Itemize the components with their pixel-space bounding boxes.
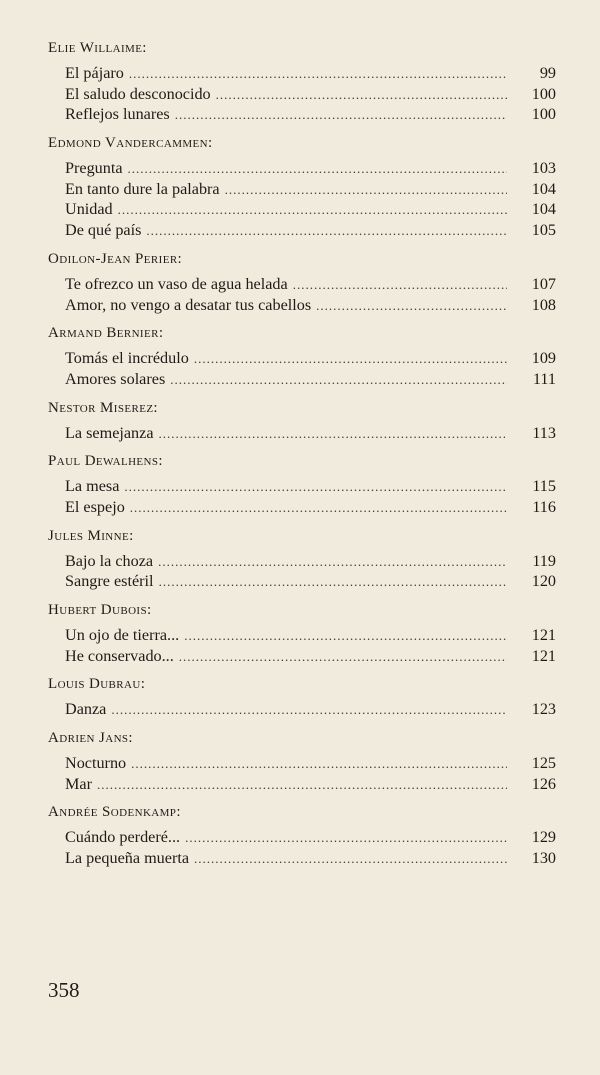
author-heading: Andrée Sodenkamp: (48, 804, 181, 821)
toc-entry (48, 551, 556, 572)
author-heading: Odilon-Jean Perier: (48, 250, 183, 267)
toc-section (48, 38, 556, 125)
page-reference: 104 (531, 200, 556, 219)
page-reference: 123 (531, 700, 556, 719)
poem-title: El saludo desconocido (65, 84, 211, 103)
page-reference: 99 (539, 64, 556, 82)
page-number: 358 (48, 978, 80, 1002)
dot-leader (216, 85, 507, 106)
toc-entry (48, 827, 556, 848)
poem-title: Unidad (65, 200, 113, 219)
toc-entry (48, 295, 556, 316)
toc-entry (48, 274, 556, 295)
page-reference: 129 (531, 828, 556, 847)
toc-entry (48, 699, 556, 720)
dot-leader (184, 626, 507, 647)
poem-title: Amores solares (65, 369, 166, 388)
page-reference: 109 (531, 349, 556, 368)
toc-section (48, 398, 556, 444)
author-heading: Edmond Vandercammen: (48, 135, 213, 152)
page-reference: 113 (532, 423, 556, 442)
toc-entry (48, 179, 556, 200)
poem-title: La semejanza (65, 423, 154, 442)
table-of-contents (48, 38, 556, 877)
page-reference: 103 (531, 159, 556, 178)
toc-section (48, 323, 556, 389)
toc-entry (48, 423, 556, 444)
toc-entry (48, 497, 556, 518)
page-reference: 126 (531, 774, 556, 793)
page-reference: 100 (531, 84, 556, 103)
toc-section (48, 802, 556, 868)
poem-title: Bajo la choza (65, 551, 154, 570)
dot-leader (225, 180, 507, 201)
poem-title: La mesa (65, 477, 120, 496)
dot-leader (124, 477, 507, 498)
dot-leader (194, 849, 507, 870)
page-reference: 105 (531, 221, 556, 240)
toc-section (48, 674, 556, 720)
toc-entry (48, 848, 556, 869)
toc-entry (48, 63, 556, 84)
dot-leader (131, 754, 507, 775)
poem-title: Pregunta (65, 159, 123, 178)
toc-entry (48, 104, 556, 125)
poem-title: He conservado... (65, 646, 174, 665)
toc-section (48, 728, 556, 794)
page-reference: 107 (531, 274, 556, 293)
poem-title: Cuándo perderé... (65, 828, 181, 847)
dot-leader (179, 647, 507, 668)
poem-title: La pequeña muerta (65, 849, 190, 868)
dot-leader (159, 424, 507, 445)
toc-entry (48, 84, 556, 105)
toc-entry (48, 348, 556, 369)
page-reference: 121 (531, 626, 556, 644)
dot-leader (146, 221, 507, 242)
page-reference: 104 (531, 179, 556, 198)
dot-leader (129, 64, 507, 85)
toc-section (48, 451, 556, 517)
poem-title: Sangre estéril (65, 572, 154, 591)
toc-entry (48, 625, 556, 646)
toc-entry (48, 571, 556, 592)
dot-leader (316, 296, 507, 317)
author-heading: Nestor Miserez: (48, 399, 159, 416)
dot-leader (185, 828, 507, 849)
poem-title: Un ojo de tierra... (65, 626, 180, 644)
poem-title: Te ofrezco un vaso de agua helada (65, 274, 288, 293)
toc-entry (48, 753, 556, 774)
dot-leader (194, 349, 507, 370)
author-heading: Elie Willaime: (48, 40, 147, 56)
toc-entry (48, 158, 556, 179)
poem-title: Tomás el incrédulo (65, 349, 189, 368)
dot-leader (111, 700, 507, 721)
author-heading: Jules Minne: (48, 527, 134, 544)
dot-leader (158, 552, 507, 573)
dot-leader (170, 370, 507, 391)
toc-section (48, 133, 556, 241)
toc-entry (48, 774, 556, 795)
dot-leader (118, 200, 507, 221)
poem-title: Reflejos lunares (65, 105, 170, 124)
poem-title: El pájaro (65, 64, 124, 82)
toc-entry (48, 646, 556, 667)
page-reference: 116 (532, 497, 556, 516)
author-heading: Paul Dewalhens: (48, 453, 163, 470)
poem-title: Amor, no vengo a desatar tus cabellos (65, 295, 312, 314)
poem-title: Mar (65, 774, 92, 793)
toc-entry (48, 369, 556, 390)
author-heading: Armand Bernier: (48, 325, 164, 342)
page-reference: 120 (531, 572, 556, 591)
dot-leader (175, 105, 507, 126)
author-heading: Hubert Dubois: (48, 602, 152, 618)
dot-leader (159, 572, 507, 593)
toc-entry (48, 476, 556, 497)
poem-title: De qué país (65, 221, 142, 240)
page-reference: 119 (532, 551, 556, 570)
page-reference: 100 (531, 105, 556, 124)
page-reference: 125 (531, 754, 556, 773)
author-heading: Louis Dubrau: (48, 676, 146, 693)
poem-title: Danza (65, 700, 107, 719)
page-reference: 115 (532, 477, 556, 496)
dot-leader (293, 275, 507, 296)
page-reference: 111 (532, 369, 556, 388)
dot-leader (130, 498, 507, 519)
page-reference: 108 (531, 295, 556, 314)
toc-entry (48, 199, 556, 220)
dot-leader (128, 159, 507, 180)
page-reference: 130 (531, 849, 556, 868)
poem-title: En tanto dure la palabra (65, 179, 220, 198)
toc-section (48, 249, 556, 315)
poem-title: El espejo (65, 497, 125, 516)
author-heading: Adrien Jans: (48, 730, 133, 747)
toc-section (48, 526, 556, 592)
toc-section (48, 600, 556, 666)
page-reference: 121 (531, 646, 556, 665)
dot-leader (97, 775, 507, 796)
poem-title: Nocturno (65, 754, 127, 773)
toc-entry (48, 220, 556, 241)
